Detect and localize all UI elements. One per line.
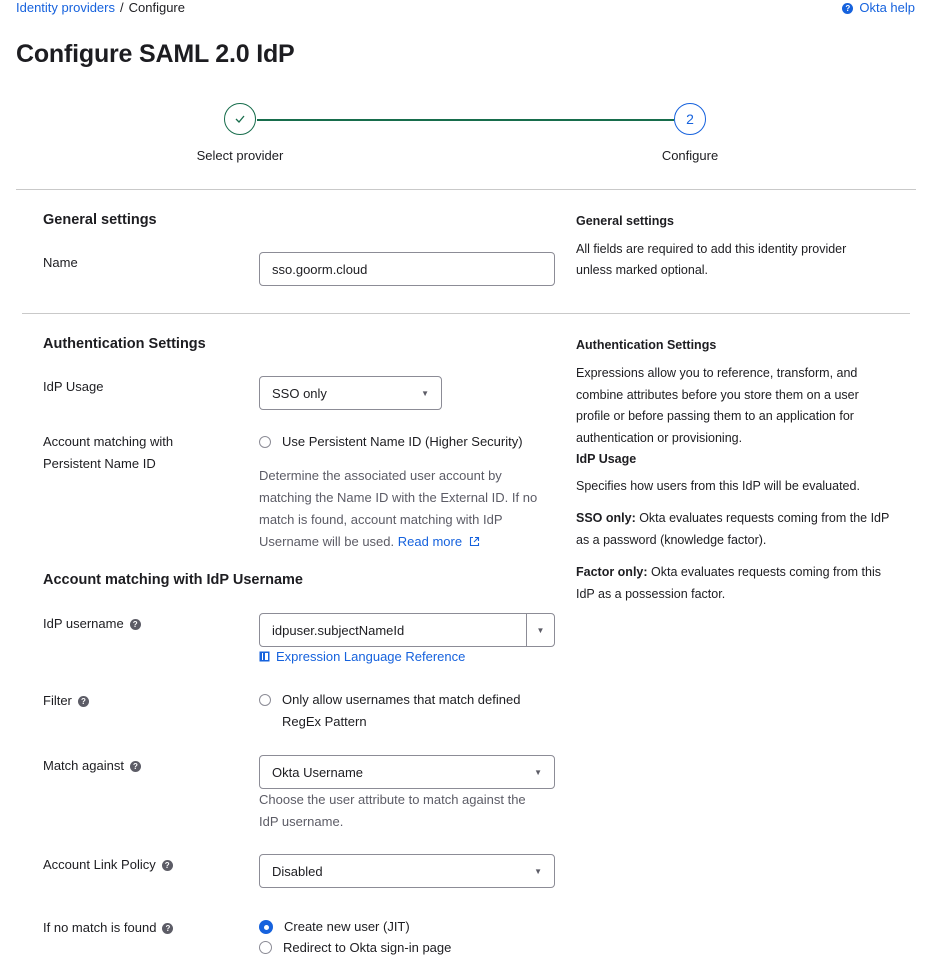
no-match-radio-create-user-label[interactable]: Create new user (JIT): [284, 919, 410, 934]
okta-help-link[interactable]: [842, 0, 915, 16]
help-icon[interactable]: ?: [162, 923, 173, 934]
filter-checkbox-line-2: RegEx Pattern: [282, 714, 367, 729]
filter-label-text: Filter: [43, 693, 72, 708]
help-icon[interactable]: ?: [130, 619, 141, 630]
authentication-settings-title: Authentication Settings: [43, 336, 206, 352]
match-against-label: [43, 755, 141, 777]
account-link-policy-select[interactable]: [259, 854, 555, 888]
read-more-link[interactable]: [398, 534, 480, 549]
name-input-value: sso.goorm.cloud: [272, 261, 368, 277]
idp-username-combobox[interactable]: [259, 613, 555, 647]
no-match-label-text: If no match is found: [43, 920, 157, 935]
help-icon[interactable]: ?: [162, 860, 173, 871]
match-against-hint: [259, 789, 559, 833]
expression-language-reference-link[interactable]: [259, 649, 465, 664]
match-hint-line-2: IdP username.: [259, 814, 344, 829]
caret-down-icon: ▼: [534, 866, 542, 876]
persistent-hint-line-4: [259, 531, 559, 553]
side-sso-text-2: as a password (knowledge factor).: [576, 533, 767, 547]
idp-usage-label: IdP Usage: [43, 379, 104, 394]
stepper-connector: [257, 119, 674, 121]
check-icon: [234, 114, 246, 124]
idp-username-value[interactable]: idpuser.subjectNameId: [272, 622, 405, 638]
persistent-name-id-checkbox-label[interactable]: Use Persistent Name ID (Higher Security): [282, 434, 523, 449]
radio-selected[interactable]: [259, 920, 273, 934]
page-title: Configure SAML 2.0 IdP: [16, 40, 295, 68]
account-link-policy-label: [43, 854, 173, 876]
book-icon: [259, 651, 270, 662]
caret-down-icon: ▼: [421, 388, 429, 398]
side-sso-text-1: [576, 507, 889, 529]
header-divider: [16, 189, 916, 190]
caret-down-icon: ▼: [536, 625, 545, 635]
breadcrumb: [16, 0, 185, 16]
filter-label: [43, 690, 89, 712]
name-label: Name: [43, 255, 78, 270]
step-2-current: [674, 103, 706, 135]
side-sso-rest: Okta evaluates requests coming from the IdP: [635, 511, 890, 525]
expression-language-reference-label[interactable]: Expression Language Reference: [276, 649, 466, 664]
side-usage-text: Specifies how users from this IdP will be evaluated.: [576, 479, 860, 493]
no-match-radio-redirect-label[interactable]: Redirect to Okta sign-in page: [283, 940, 452, 955]
idp-username-label-text: IdP username: [43, 616, 124, 631]
persistent-hint-line-2: matching the Name ID with the External ID. If no: [259, 490, 538, 505]
external-link-icon: [469, 536, 480, 547]
breadcrumb-current: Configure: [128, 0, 185, 15]
breadcrumb-identity-providers-link[interactable]: Identity providers: [16, 0, 115, 15]
okta-help-label[interactable]: Okta help: [859, 0, 915, 15]
side-auth-text-3: profile or before passing them to an application for: [576, 409, 854, 423]
idp-username-label: [43, 613, 141, 635]
caret-down-icon: ▼: [534, 767, 542, 777]
account-matching-title: Account matching with IdP Username: [43, 572, 303, 588]
filter-checkbox-box[interactable]: [259, 694, 271, 706]
general-settings-title: General settings: [43, 212, 157, 228]
persistent-name-id-label-1: Account matching with: [43, 434, 174, 449]
section-divider: [22, 313, 910, 314]
side-factor-bold: Factor only:: [576, 565, 648, 579]
match-hint-line-1: Choose the user attribute to match against the: [259, 792, 526, 807]
side-auth-text-1: Expressions allow you to reference, transform, and: [576, 366, 858, 380]
persistent-hint-line-3: match is found, account matching with IdP: [259, 512, 503, 527]
persistent-name-id-checkbox[interactable]: [259, 431, 523, 453]
account-link-policy-value: Disabled: [272, 863, 323, 879]
side-general-text-1: All fields are required to add this identity provider: [576, 242, 847, 256]
no-match-radio-redirect[interactable]: [259, 937, 451, 959]
match-against-value: Okta Username: [272, 764, 364, 780]
step-1-complete: [224, 103, 256, 135]
filter-checkbox[interactable]: [259, 689, 520, 733]
no-match-radio-create-user[interactable]: [259, 916, 410, 938]
match-against-label-text: Match against: [43, 758, 124, 773]
breadcrumb-separator: /: [120, 0, 124, 15]
side-auth-text-2: combine attributes before you store them on a user: [576, 388, 859, 402]
match-against-select[interactable]: [259, 755, 555, 789]
help-icon[interactable]: ?: [78, 696, 89, 707]
help-icon[interactable]: ?: [130, 761, 141, 772]
step-2-label: Configure: [661, 148, 719, 163]
side-sso-bold: SSO only:: [576, 511, 636, 525]
side-auth-text-4: authentication or provisioning.: [576, 431, 743, 445]
step-2-number: 2: [686, 111, 694, 127]
idp-username-dropdown-button[interactable]: [526, 614, 554, 646]
persistent-name-id-checkbox-box[interactable]: [259, 436, 271, 448]
account-link-policy-label-text: Account Link Policy: [43, 857, 156, 872]
side-factor-rest: Okta evaluates requests coming from this: [647, 565, 881, 579]
persistent-hint-line-1: Determine the associated user account by: [259, 468, 502, 483]
question-circle-icon: ?: [842, 3, 853, 14]
idp-usage-value: SSO only: [272, 385, 327, 401]
persistent-name-id-label-2: Persistent Name ID: [43, 456, 156, 471]
persistent-name-id-hint: [259, 465, 559, 553]
name-input[interactable]: [259, 252, 555, 286]
filter-checkbox-line-1: Only allow usernames that match defined: [282, 692, 521, 707]
filter-checkbox-label[interactable]: [282, 689, 520, 733]
no-match-label: [43, 917, 173, 939]
side-auth-title: Authentication Settings: [576, 338, 717, 352]
side-factor-text-1: [576, 561, 881, 583]
step-1-label: Select provider: [196, 148, 284, 163]
radio-unselected[interactable]: [259, 941, 272, 954]
read-more-label[interactable]: Read more: [397, 534, 463, 549]
idp-usage-select[interactable]: [259, 376, 442, 410]
persistent-hint-line-4-text: Username will be used.: [259, 534, 395, 549]
side-general-title: General settings: [576, 214, 674, 228]
side-usage-title: IdP Usage: [576, 452, 637, 466]
side-general-text-2: unless marked optional.: [576, 263, 709, 277]
side-factor-text-2: IdP as a possession factor.: [576, 587, 726, 601]
